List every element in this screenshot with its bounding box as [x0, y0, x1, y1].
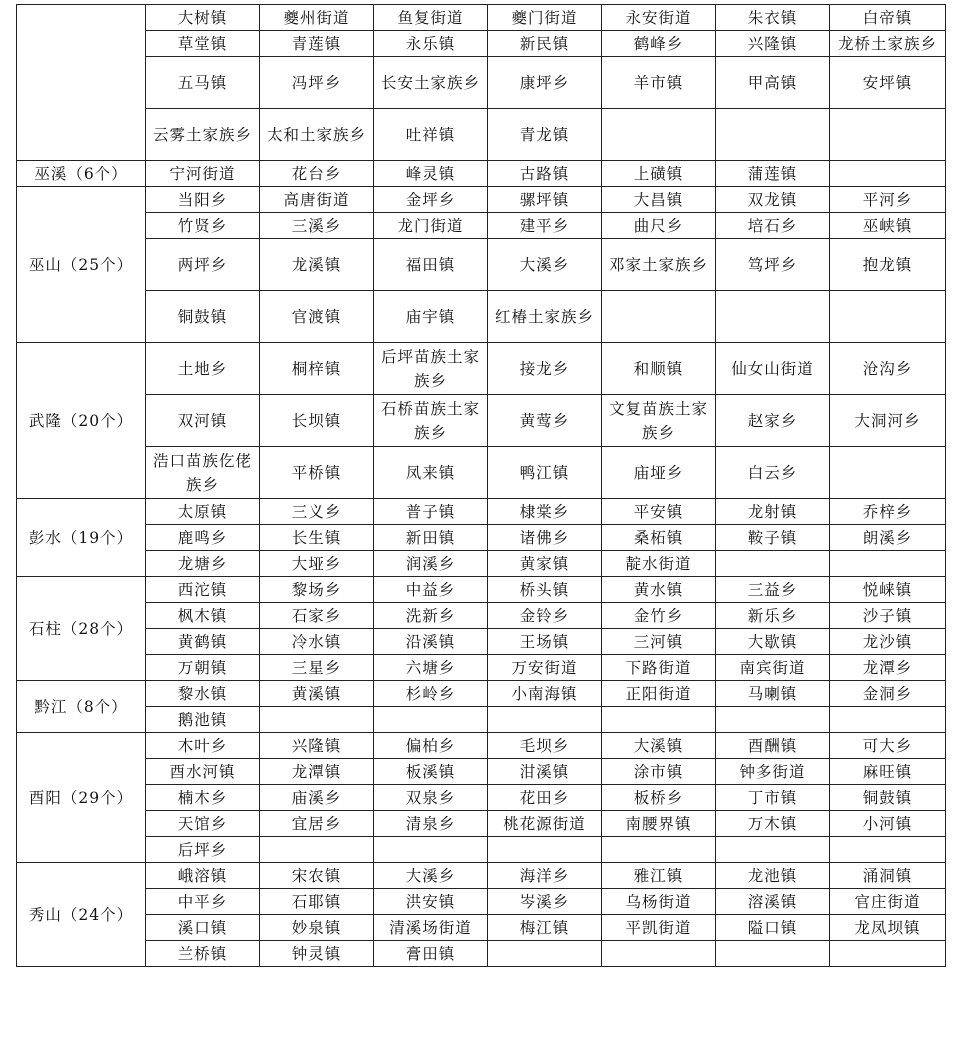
township-cell: [716, 291, 830, 343]
township-cell: 沿溪镇: [374, 629, 488, 655]
township-cell: 泔溪镇: [488, 759, 602, 785]
township-cell: 可大乡: [830, 733, 946, 759]
township-cell: [716, 109, 830, 161]
township-cell: 梅江镇: [488, 915, 602, 941]
township-cell: 赵家乡: [716, 395, 830, 447]
township-cell: 楠木乡: [146, 785, 260, 811]
township-cell: 兰桥镇: [146, 941, 260, 967]
township-cell: 平安镇: [602, 499, 716, 525]
table-row: [17, 525, 946, 551]
township-cell: 庙宇镇: [374, 291, 488, 343]
township-cell: 正阳街道: [602, 681, 716, 707]
township-cell: 桃花源街道: [488, 811, 602, 837]
township-cell: 建平乡: [488, 213, 602, 239]
township-cell: 庙溪乡: [260, 785, 374, 811]
township-cell: 三益乡: [716, 577, 830, 603]
township-cell: 官庄街道: [830, 889, 946, 915]
township-cell: [830, 941, 946, 967]
township-cell: 钟灵镇: [260, 941, 374, 967]
township-cell: 中益乡: [374, 577, 488, 603]
table-row: [17, 603, 946, 629]
township-cell: 鹅池镇: [146, 707, 260, 733]
township-table: [16, 4, 946, 967]
township-cell: 兴隆镇: [260, 733, 374, 759]
table-row: [17, 785, 946, 811]
township-cell: 普子镇: [374, 499, 488, 525]
township-cell: 马喇镇: [716, 681, 830, 707]
township-cell: 接龙乡: [488, 343, 602, 395]
township-cell: 龙凤坝镇: [830, 915, 946, 941]
township-cell: 润溪乡: [374, 551, 488, 577]
region-cell: 石柱（28个）: [17, 577, 146, 681]
table-row: [17, 915, 946, 941]
township-cell: 大洞河乡: [830, 395, 946, 447]
township-cell: 下路街道: [602, 655, 716, 681]
township-cell: 白帝镇: [830, 5, 946, 31]
township-cell: 和顺镇: [602, 343, 716, 395]
township-cell: 石耶镇: [260, 889, 374, 915]
township-cell: 钟多街道: [716, 759, 830, 785]
township-cell: 黄莺乡: [488, 395, 602, 447]
township-cell: [716, 551, 830, 577]
township-cell: 笃坪乡: [716, 239, 830, 291]
township-cell: 双河镇: [146, 395, 260, 447]
township-cell: 靛水街道: [602, 551, 716, 577]
township-cell: 花田乡: [488, 785, 602, 811]
township-cell: [260, 837, 374, 863]
township-cell: [488, 707, 602, 733]
table-row: [17, 187, 946, 213]
township-cell: 龙桥土家族乡: [830, 31, 946, 57]
township-cell: 新田镇: [374, 525, 488, 551]
township-cell: 大昌镇: [602, 187, 716, 213]
township-cell: 安坪镇: [830, 57, 946, 109]
township-cell: 新民镇: [488, 31, 602, 57]
township-cell: 福田镇: [374, 239, 488, 291]
township-cell: 长坝镇: [260, 395, 374, 447]
township-cell: 宁河街道: [146, 161, 260, 187]
region-cell: 酉阳（29个）: [17, 733, 146, 863]
township-cell: 金洞乡: [830, 681, 946, 707]
township-cell: 桐梓镇: [260, 343, 374, 395]
township-cell: 峰灵镇: [374, 161, 488, 187]
township-cell: 隘口镇: [716, 915, 830, 941]
table-row: [17, 447, 946, 499]
township-cell: 上磺镇: [602, 161, 716, 187]
township-cell: [488, 837, 602, 863]
region-cell: 巫山（25个）: [17, 187, 146, 343]
township-cell: 鸭江镇: [488, 447, 602, 499]
township-cell: 长安土家族乡: [374, 57, 488, 109]
township-cell: [602, 291, 716, 343]
township-cell: 大溪乡: [374, 863, 488, 889]
township-cell: [830, 551, 946, 577]
township-cell: 骡坪镇: [488, 187, 602, 213]
township-cell: 官渡镇: [260, 291, 374, 343]
township-cell: [374, 707, 488, 733]
township-cell: 宋农镇: [260, 863, 374, 889]
township-cell: 后坪苗族土家族乡: [374, 343, 488, 395]
township-cell: [830, 707, 946, 733]
township-cell: 花台乡: [260, 161, 374, 187]
region-cell: 武隆（20个）: [17, 343, 146, 499]
township-cell: 偏柏乡: [374, 733, 488, 759]
township-cell: [488, 941, 602, 967]
township-cell: 两坪乡: [146, 239, 260, 291]
township-cell: 夔门街道: [488, 5, 602, 31]
township-cell: 凤来镇: [374, 447, 488, 499]
table-row: [17, 395, 946, 447]
township-cell: 抱龙镇: [830, 239, 946, 291]
township-cell: 仙女山街道: [716, 343, 830, 395]
township-cell: 草堂镇: [146, 31, 260, 57]
township-cell: 青龙镇: [488, 109, 602, 161]
table-row: [17, 811, 946, 837]
township-cell: 酉水河镇: [146, 759, 260, 785]
township-cell: 龙潭镇: [260, 759, 374, 785]
township-cell: 杉岭乡: [374, 681, 488, 707]
table-row: [17, 499, 946, 525]
township-cell: 云雾土家族乡: [146, 109, 260, 161]
township-cell: 当阳乡: [146, 187, 260, 213]
township-cell: 平桥镇: [260, 447, 374, 499]
township-cell: 龙门街道: [374, 213, 488, 239]
table-row: [17, 57, 946, 109]
township-cell: 白云乡: [716, 447, 830, 499]
township-cell: 高唐街道: [260, 187, 374, 213]
township-cell: 甲高镇: [716, 57, 830, 109]
township-cell: 龙射镇: [716, 499, 830, 525]
table-row: [17, 629, 946, 655]
township-cell: 兴隆镇: [716, 31, 830, 57]
township-cell: 鱼复街道: [374, 5, 488, 31]
township-cell: 巫峡镇: [830, 213, 946, 239]
township-cell: 康坪乡: [488, 57, 602, 109]
table-row: [17, 889, 946, 915]
township-cell: 邓家土家族乡: [602, 239, 716, 291]
township-cell: 新乐乡: [716, 603, 830, 629]
township-cell: 海洋乡: [488, 863, 602, 889]
township-cell: 黄水镇: [602, 577, 716, 603]
township-cell: 朱衣镇: [716, 5, 830, 31]
township-cell: 文复苗族土家族乡: [602, 395, 716, 447]
table-row: [17, 863, 946, 889]
township-cell: 天馆乡: [146, 811, 260, 837]
township-cell: [830, 109, 946, 161]
township-cell: 金铃乡: [488, 603, 602, 629]
township-cell: 平河乡: [830, 187, 946, 213]
table-row: [17, 551, 946, 577]
township-cell: 平凯街道: [602, 915, 716, 941]
township-cell: 大垭乡: [260, 551, 374, 577]
township-cell: [830, 447, 946, 499]
township-cell: 太原镇: [146, 499, 260, 525]
township-cell: 诸佛乡: [488, 525, 602, 551]
township-cell: 龙潭乡: [830, 655, 946, 681]
township-cell: 铜鼓镇: [146, 291, 260, 343]
township-cell: 溪口镇: [146, 915, 260, 941]
township-cell: 板溪镇: [374, 759, 488, 785]
township-cell: 万木镇: [716, 811, 830, 837]
region-cell: 秀山（24个）: [17, 863, 146, 967]
township-cell: 石家乡: [260, 603, 374, 629]
township-cell: 西沱镇: [146, 577, 260, 603]
township-cell: 土地乡: [146, 343, 260, 395]
township-cell: 金坪乡: [374, 187, 488, 213]
township-cell: 大溪乡: [488, 239, 602, 291]
township-cell: 鹿鸣乡: [146, 525, 260, 551]
township-cell: 南腰界镇: [602, 811, 716, 837]
township-cell: 清泉乡: [374, 811, 488, 837]
table-row: [17, 109, 946, 161]
township-cell: 妙泉镇: [260, 915, 374, 941]
township-cell: [830, 837, 946, 863]
township-cell: 三溪乡: [260, 213, 374, 239]
township-cell: [602, 837, 716, 863]
township-cell: 洗新乡: [374, 603, 488, 629]
township-cell: 溶溪镇: [716, 889, 830, 915]
township-cell: 洪安镇: [374, 889, 488, 915]
township-cell: 龙溪镇: [260, 239, 374, 291]
township-cell: 冷水镇: [260, 629, 374, 655]
township-cell: 朗溪乡: [830, 525, 946, 551]
township-cell: 培石乡: [716, 213, 830, 239]
township-cell: 乔梓乡: [830, 499, 946, 525]
township-cell: 毛坝乡: [488, 733, 602, 759]
township-cell: 曲尺乡: [602, 213, 716, 239]
township-cell: 小河镇: [830, 811, 946, 837]
township-cell: 丁市镇: [716, 785, 830, 811]
township-cell: 万朝镇: [146, 655, 260, 681]
table-row: [17, 291, 946, 343]
township-cell: 黎水镇: [146, 681, 260, 707]
table-row: [17, 655, 946, 681]
township-cell: 黎场乡: [260, 577, 374, 603]
table-row: [17, 161, 946, 187]
township-cell: 大树镇: [146, 5, 260, 31]
township-cell: 黄鹤镇: [146, 629, 260, 655]
township-cell: [716, 941, 830, 967]
township-cell: 龙沙镇: [830, 629, 946, 655]
township-cell: 桥头镇: [488, 577, 602, 603]
township-cell: [374, 837, 488, 863]
township-cell: 大歇镇: [716, 629, 830, 655]
township-cell: 后坪乡: [146, 837, 260, 863]
region-cell: [17, 5, 146, 161]
region-cell: 巫溪（6个）: [17, 161, 146, 187]
township-cell: [602, 941, 716, 967]
township-cell: 涂市镇: [602, 759, 716, 785]
township-cell: 大溪镇: [602, 733, 716, 759]
township-cell: 红椿土家族乡: [488, 291, 602, 343]
township-cell: 庙垭乡: [602, 447, 716, 499]
township-cell: [716, 707, 830, 733]
township-cell: 雅江镇: [602, 863, 716, 889]
township-cell: 峨溶镇: [146, 863, 260, 889]
township-cell: 金竹乡: [602, 603, 716, 629]
township-cell: 浩口苗族仡佬族乡: [146, 447, 260, 499]
township-cell: 冯坪乡: [260, 57, 374, 109]
township-cell: 六塘乡: [374, 655, 488, 681]
table-row: [17, 759, 946, 785]
township-cell: 蒲莲镇: [716, 161, 830, 187]
township-cell: 万安街道: [488, 655, 602, 681]
table-row: [17, 31, 946, 57]
table-row: [17, 733, 946, 759]
township-cell: 双龙镇: [716, 187, 830, 213]
table-row: [17, 5, 946, 31]
township-cell: 永乐镇: [374, 31, 488, 57]
township-cell: 鹤峰乡: [602, 31, 716, 57]
township-cell: 竹贤乡: [146, 213, 260, 239]
table-row: [17, 837, 946, 863]
township-cell: 岑溪乡: [488, 889, 602, 915]
table-row: [17, 707, 946, 733]
township-cell: 枫木镇: [146, 603, 260, 629]
township-cell: 乌杨街道: [602, 889, 716, 915]
table-row: [17, 343, 946, 395]
township-cell: 铜鼓镇: [830, 785, 946, 811]
township-cell: 龙塘乡: [146, 551, 260, 577]
township-cell: 长生镇: [260, 525, 374, 551]
table-body: [17, 5, 946, 967]
township-cell: 太和土家族乡: [260, 109, 374, 161]
township-cell: 悦崃镇: [830, 577, 946, 603]
township-cell: 古路镇: [488, 161, 602, 187]
region-cell: 黔江（8个）: [17, 681, 146, 733]
township-cell: [716, 837, 830, 863]
township-cell: 龙池镇: [716, 863, 830, 889]
township-cell: [260, 707, 374, 733]
township-cell: 黄溪镇: [260, 681, 374, 707]
township-cell: 永安街道: [602, 5, 716, 31]
township-cell: [830, 161, 946, 187]
township-cell: 羊市镇: [602, 57, 716, 109]
table-row: [17, 239, 946, 291]
township-cell: 清溪场街道: [374, 915, 488, 941]
township-cell: 沙子镇: [830, 603, 946, 629]
township-cell: 涌洞镇: [830, 863, 946, 889]
township-cell: 桑柘镇: [602, 525, 716, 551]
township-cell: 南宾街道: [716, 655, 830, 681]
township-cell: 膏田镇: [374, 941, 488, 967]
township-cell: 黄家镇: [488, 551, 602, 577]
township-cell: 五马镇: [146, 57, 260, 109]
township-cell: 夔州街道: [260, 5, 374, 31]
township-cell: 三义乡: [260, 499, 374, 525]
table-row: [17, 681, 946, 707]
township-cell: 木叶乡: [146, 733, 260, 759]
township-cell: 吐祥镇: [374, 109, 488, 161]
township-cell: 青莲镇: [260, 31, 374, 57]
township-cell: 小南海镇: [488, 681, 602, 707]
township-cell: 双泉乡: [374, 785, 488, 811]
township-cell: 三星乡: [260, 655, 374, 681]
township-cell: [830, 291, 946, 343]
township-cell: 王场镇: [488, 629, 602, 655]
township-cell: 中平乡: [146, 889, 260, 915]
township-cell: 棣棠乡: [488, 499, 602, 525]
table-row: [17, 577, 946, 603]
township-cell: 三河镇: [602, 629, 716, 655]
township-cell: [602, 707, 716, 733]
table-row: [17, 213, 946, 239]
township-cell: 沧沟乡: [830, 343, 946, 395]
township-cell: 宜居乡: [260, 811, 374, 837]
township-cell: 酉酬镇: [716, 733, 830, 759]
region-cell: 彭水（19个）: [17, 499, 146, 577]
township-cell: [602, 109, 716, 161]
table-row: [17, 941, 946, 967]
township-cell: 鞍子镇: [716, 525, 830, 551]
township-cell: 麻旺镇: [830, 759, 946, 785]
township-cell: 板桥乡: [602, 785, 716, 811]
township-cell: 石桥苗族土家族乡: [374, 395, 488, 447]
